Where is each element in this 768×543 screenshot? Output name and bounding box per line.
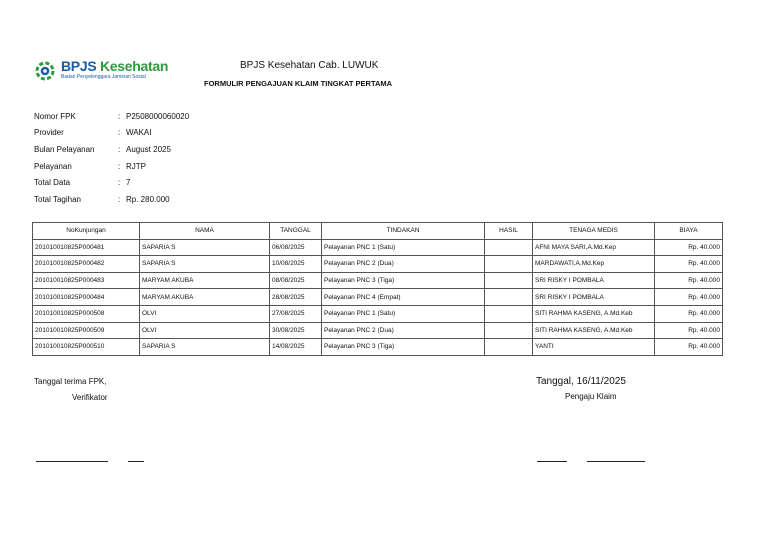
cell-tindakan: Pelayanan PNC 1 (Satu)	[322, 305, 485, 322]
cell-biaya: Rp. 40.000	[655, 256, 723, 273]
cell-no-kunjungan: 201010010825P000509	[33, 322, 140, 339]
info-colon: :	[118, 194, 121, 204]
column-header: TANGGAL	[270, 223, 322, 240]
cell-tindakan: Pelayanan PNC 4 (Empat)	[322, 289, 485, 306]
cell-tanggal: 28/08/2025	[270, 289, 322, 306]
info-label: Total Tagihan	[34, 194, 81, 204]
cell-hasil	[485, 339, 533, 356]
verifikator-signature-line	[36, 461, 144, 462]
info-label: Total Data	[34, 178, 71, 188]
table-row	[33, 305, 723, 322]
cell-tenaga-medis: SRI RISKY I POMBALA	[533, 289, 655, 306]
table-row	[33, 322, 723, 339]
form-title: FORMULIR PENGAJUAN KLAIM TINGKAT PERTAMA	[204, 79, 393, 88]
submission-date: Tanggal, 16/11/2025	[536, 376, 626, 387]
cell-tenaga-medis: SRI RISKY I POMBALA	[533, 272, 655, 289]
cell-tindakan: Pelayanan PNC 2 (Dua)	[322, 256, 485, 273]
column-header: NAMA	[140, 223, 270, 240]
cell-no-kunjungan: 201010010825P000510	[33, 339, 140, 356]
info-colon: :	[118, 128, 121, 138]
info-label: Bulan Pelayanan	[34, 144, 95, 154]
cell-nama: OLVI	[140, 305, 270, 322]
cell-tanggal: 27/08/2025	[270, 305, 322, 322]
column-header: BIAYA	[655, 223, 723, 240]
cell-tindakan: Pelayanan PNC 3 (Tiga)	[322, 339, 485, 356]
cell-tindakan: Pelayanan PNC 3 (Tiga)	[322, 272, 485, 289]
cell-hasil	[485, 289, 533, 306]
cell-hasil	[485, 256, 533, 273]
column-header: HASIL	[485, 223, 533, 240]
cell-hasil	[485, 322, 533, 339]
info-label: Pelayanan	[34, 161, 72, 171]
cell-tindakan: Pelayanan PNC 1 (Satu)	[322, 239, 485, 256]
cell-nama: MARYAM AKUBA	[140, 289, 270, 306]
info-colon: :	[118, 144, 121, 154]
info-value: 7	[126, 178, 131, 188]
info-row-pelayanan	[34, 158, 189, 175]
cell-no-kunjungan: 201010010825P000508	[33, 305, 140, 322]
verifikator-label: Verifikator	[72, 393, 108, 402]
office-name: BPJS Kesehatan Cab. LUWUK	[240, 60, 379, 71]
cell-tanggal: 08/08/2025	[270, 272, 322, 289]
info-colon: :	[118, 178, 121, 188]
cell-hasil	[485, 305, 533, 322]
info-value: August 2025	[126, 144, 171, 154]
cell-biaya: Rp. 40.000	[655, 339, 723, 356]
table-row	[33, 272, 723, 289]
info-colon: :	[118, 161, 121, 171]
cell-nama: SAPARIA S	[140, 239, 270, 256]
cell-biaya: Rp. 40.000	[655, 305, 723, 322]
info-row-nomor-fpk	[34, 108, 189, 125]
cell-tenaga-medis: AFNI MAYA SARI,A.Md.Kep	[533, 239, 655, 256]
info-label: Nomor FPK	[34, 111, 76, 121]
cell-tenaga-medis: SITI RAHMA KASENG, A.Md.Keb	[533, 305, 655, 322]
cell-biaya: Rp. 40.000	[655, 239, 723, 256]
info-value: P2508000060020	[126, 111, 190, 121]
info-row-total-tagihan	[34, 191, 189, 208]
table-header-row	[33, 223, 723, 240]
cell-tanggal: 30/08/2025	[270, 322, 322, 339]
info-value: RJTP	[126, 161, 146, 171]
info-row-provider	[34, 125, 189, 142]
cell-nama: OLVI	[140, 322, 270, 339]
cell-hasil	[485, 272, 533, 289]
cell-no-kunjungan: 201010010825P000481	[33, 239, 140, 256]
cell-biaya: Rp. 40.000	[655, 272, 723, 289]
logo-wordmark: BPJS Kesehatan	[61, 58, 169, 74]
cell-no-kunjungan: 201010010825P000484	[33, 289, 140, 306]
column-header: TENAGA MEDIS	[533, 223, 655, 240]
column-header: NoKunjungan	[33, 223, 140, 240]
cell-tanggal: 14/08/2025	[270, 339, 322, 356]
claimant-signature-line	[537, 461, 645, 462]
table-row	[33, 289, 723, 306]
cell-biaya: Rp. 40.000	[655, 289, 723, 306]
cell-no-kunjungan: 201010010825P000482	[33, 256, 140, 273]
bpjs-logo	[35, 59, 175, 83]
info-colon: :	[118, 111, 121, 121]
info-row-bulan-pelayanan	[34, 141, 189, 158]
cell-nama: MARYAM AKUBA	[140, 272, 270, 289]
claimant-label: Pengaju Klaim	[565, 392, 617, 401]
cell-hasil	[485, 239, 533, 256]
cell-tenaga-medis: SITI RAHMA KASENG, A.Md.Keb	[533, 322, 655, 339]
cell-nama: SAPARIA S	[140, 256, 270, 273]
cell-nama: SAPARIA S	[140, 339, 270, 356]
table-row	[33, 256, 723, 273]
cell-tanggal: 06/08/2025	[270, 239, 322, 256]
logo-subtitle: Badan Penyelenggara Jaminan Sosial	[61, 74, 146, 80]
info-value: WAKAI	[126, 128, 152, 138]
cell-tenaga-medis: YANTI	[533, 339, 655, 356]
cell-tenaga-medis: MARDAWATI,A.Md.Kep	[533, 256, 655, 273]
cell-biaya: Rp. 40.000	[655, 322, 723, 339]
claim-info	[34, 108, 189, 208]
table-row	[33, 339, 723, 356]
info-label: Provider	[34, 128, 64, 138]
bpjs-emblem-icon	[35, 61, 55, 81]
cell-tanggal: 10/08/2025	[270, 256, 322, 273]
table-row	[33, 239, 723, 256]
cell-no-kunjungan: 201010010825P000483	[33, 272, 140, 289]
info-value: Rp. 280.000	[126, 194, 170, 204]
column-header: TINDAKAN	[322, 223, 485, 240]
fpk-received-date-label: Tanggal terima FPK,	[34, 377, 107, 386]
claims-table	[32, 222, 723, 356]
cell-tindakan: Pelayanan PNC 2 (Dua)	[322, 322, 485, 339]
info-row-total-data	[34, 174, 189, 191]
